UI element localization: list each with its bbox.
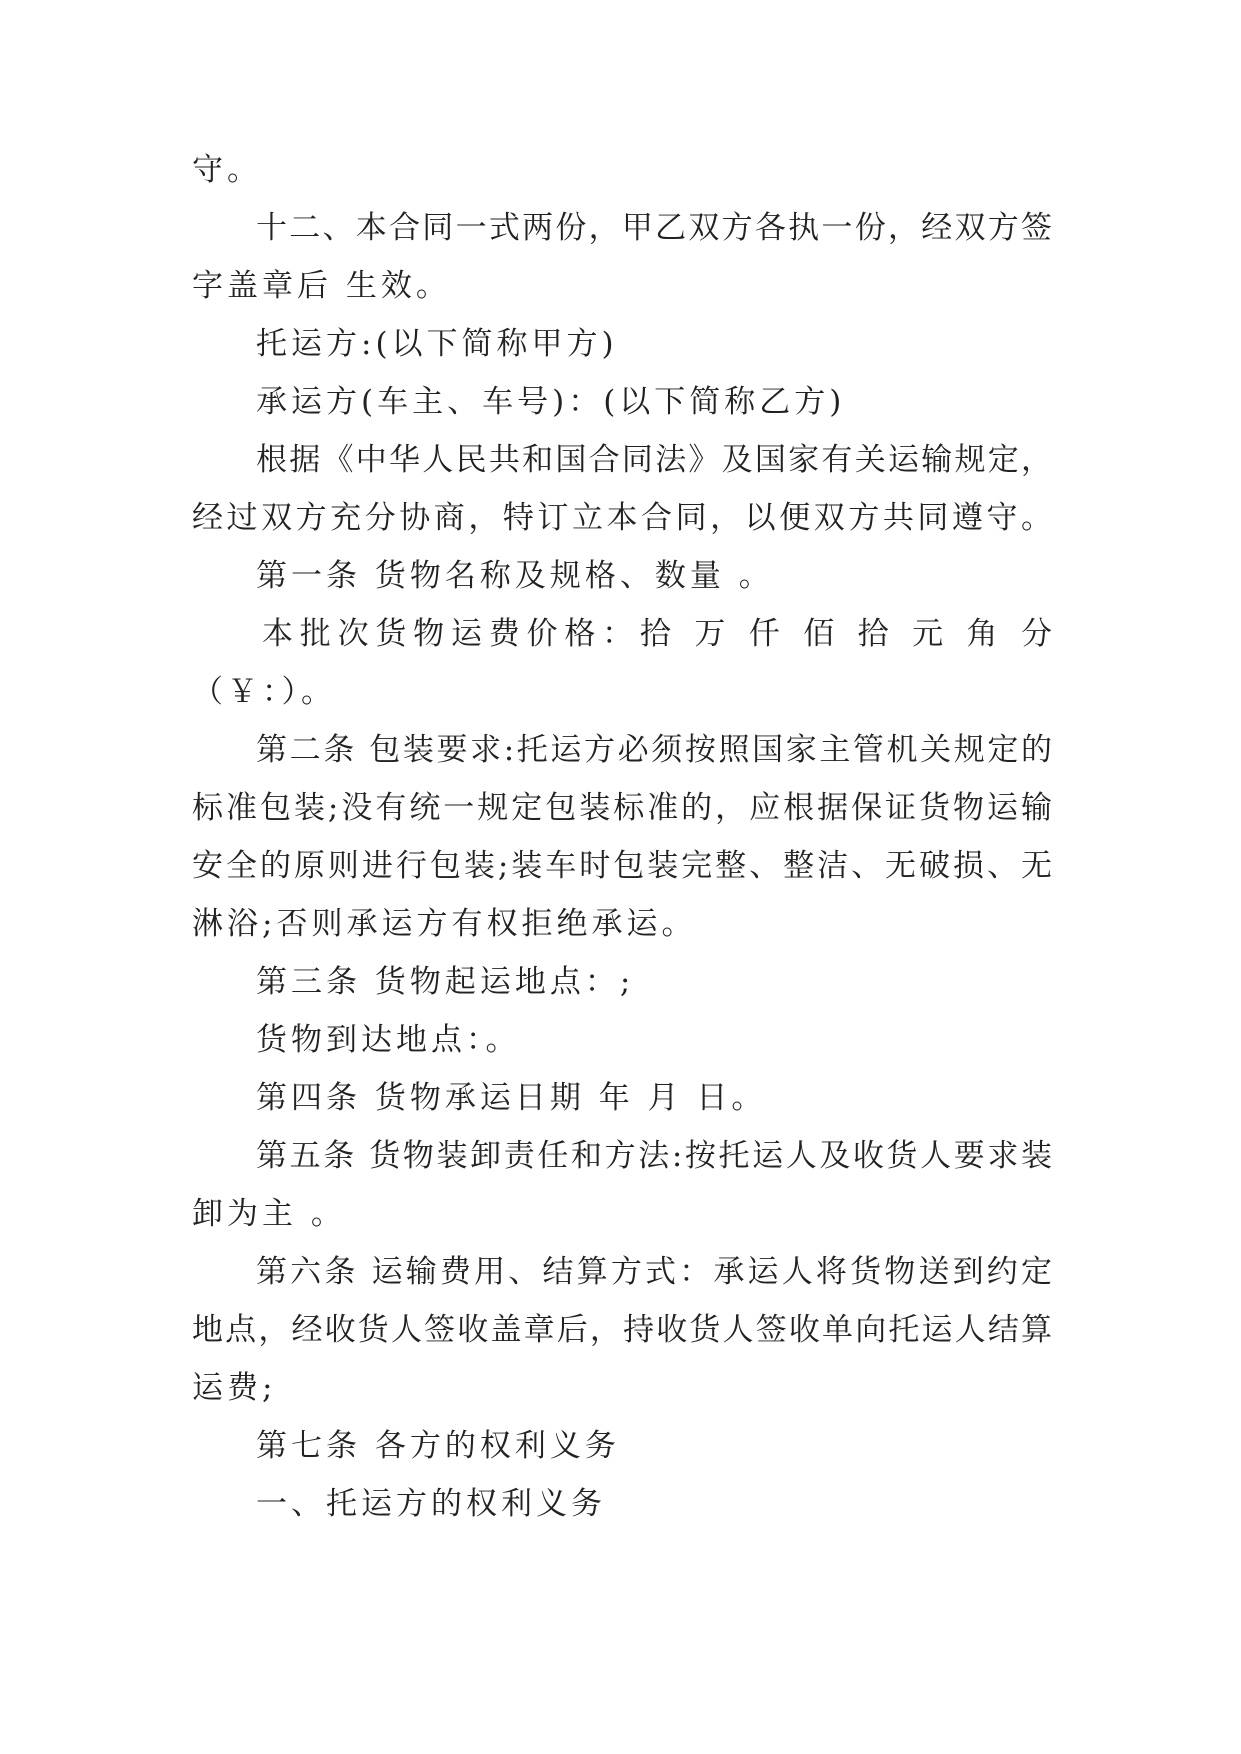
text-line: 十二、本合同一式两份，甲乙双方各执一份，经双方签 <box>256 210 1052 246</box>
text-line: 第四条 货物承运日期 年 月 日。 <box>256 1080 767 1116</box>
text-line: 守。 <box>192 152 262 188</box>
text-line: 淋浴;否则承运方有权拒绝承运。 <box>192 906 697 942</box>
text-line: 第七条 各方的权利义务 <box>256 1428 620 1464</box>
text-line: 托运方:(以下简称甲方) <box>256 326 618 362</box>
text-line: 字盖章后 生效。 <box>192 268 451 304</box>
text-line: 本批次货物运费价格：拾 万 仟 佰 拾 元 角 分 <box>262 616 1052 652</box>
text-line: 第二条 包装要求:托运方必须按照国家主管机关规定的 <box>256 732 1052 768</box>
text-line: 卸为主 。 <box>192 1196 346 1232</box>
text-line: 运费; <box>192 1370 277 1406</box>
text-line: 经过双方充分协商，特订立本合同，以便双方共同遵守。 <box>192 500 1052 536</box>
text-line: 标准包装;没有统一规定包装标准的，应根据保证货物运输 <box>192 790 1052 826</box>
text-line: 第五条 货物装卸责任和方法:按托运人及收货人要求装 <box>256 1138 1052 1174</box>
text-line: （￥：）。 <box>192 674 336 710</box>
text-line: 根据《中华人民共和国合同法》及国家有关运输规定， <box>256 442 1052 478</box>
text-line: 货物到达地点：。 <box>256 1022 521 1058</box>
text-line: 一、托运方的权利义务 <box>256 1486 606 1522</box>
text-line: 地点，经收货人签收盖章后，持收货人签收单向托运人结算 <box>192 1312 1052 1348</box>
text-line: 安全的原则进行包装;装车时包装完整、整洁、无破损、无 <box>192 848 1052 884</box>
text-line: 承运方(车主、车号)：(以下简称乙方) <box>256 384 846 420</box>
text-line: 第一条 货物名称及规格、数量 。 <box>256 558 774 594</box>
text-line: 第六条 运输费用、结算方式：承运人将货物送到约定 <box>256 1254 1052 1290</box>
text-line: 第三条 货物起运地点：; <box>256 964 635 1000</box>
